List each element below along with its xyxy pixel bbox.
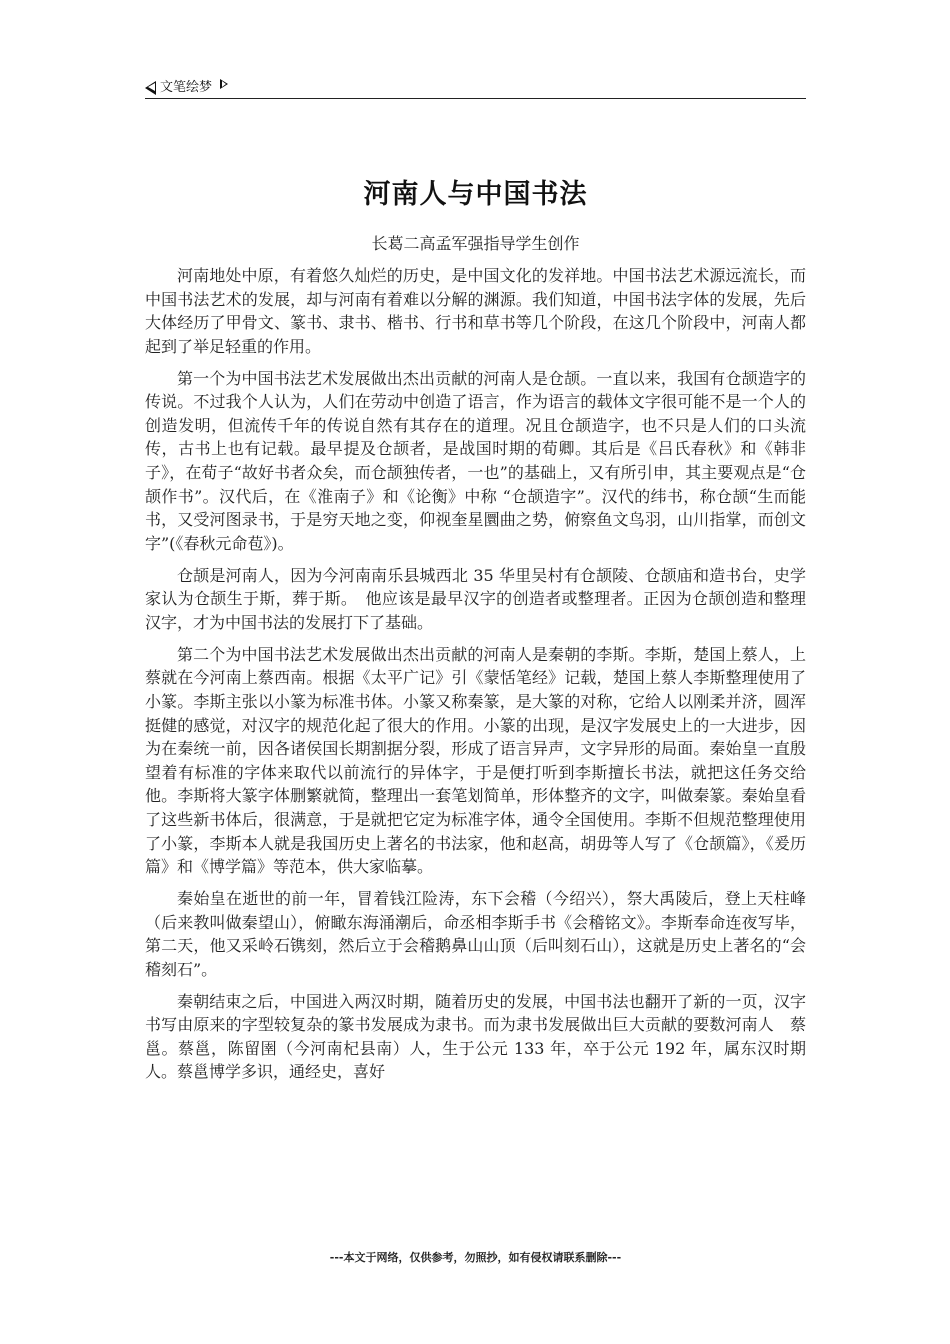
paragraph: 仓颉是河南人，因为今河南南乐县城西北 35 华里吴村有仓颉陵、仓颉庙和造书台，史学家认为仓颉生于斯，葬于斯。 他应该是最早汉字的创造者或整理者。正因为仓颉创造和整理汉字，才为中国书法的发展打下了基础。 — [145, 565, 806, 632]
paragraph: 河南地处中原，有着悠久灿烂的历史，是中国文化的发祥地。中国书法艺术源远流长，而中国书法艺术的发展，却与河南有着难以分解的渊源。我们知道，中国书法字体的发展，先后大体经历了甲骨文、篆书、隶书、楷书、行书和草书等几个阶段，在这几个阶段中，河南人都起到了举足轻重的作用。 — [145, 266, 806, 356]
page-header — [145, 74, 806, 99]
paragraph: 秦始皇在逝世的前一年，冒着钱江险涛，东下会稽（今绍兴），祭大禹陵后，登上天柱峰（后来教叫做秦望山），俯瞰东海涌潮后，命丞相李斯手书《会稽铭文》。李斯奉命连夜写毕，第二天，他又采岭石镌刻，然后立于会稽鹅鼻山山顶（后叫刻石山），这就是历史上著名的“会稽刻石”。 — [145, 889, 806, 979]
triangle-right-icon — [220, 79, 228, 89]
header-label: 文笔绘梦 — [160, 80, 213, 95]
document-body — [145, 264, 806, 1092]
paragraph: 第一个为中国书法艺术发展做出杰出贡献的河南人是仓颉。一直以来，我国有仓颉造字的传说。不过我个人认为，人们在劳动中创造了语言，作为语言的载体文字很可能不是一个人的创造发明，但流传千年的传说自然有其存在的道理。况且仓颉造字，也不只是人们的口头流传，古书上也有记载。最早提及仓颉者，是战国时期的荀卿。其后是《吕氏春秋》和《韩非子》，在荀子“故好书者众矣，而仓颉独传者，一也”的基础上，又有所引申，其主要观点是“仓颉作书”。汉代后，在《淮南子》和《论衡》中称 “仓颉造字”。汉代的纬书，称仓颉“生而能书，又受河图录书，于是穷天地之变，仰视奎星圜曲之势，俯察鱼文鸟羽，山川指掌，而创文字”(《春秋元命苞》)。 — [145, 368, 806, 553]
paragraph: 第二个为中国书法艺术发展做出杰出贡献的河南人是秦朝的李斯。李斯，楚国上蔡人，上蔡就在今河南上蔡西南。根据《太平广记》引《蒙恬笔经》记载，楚国上蔡人李斯整理使用了小篆。李斯主张以小篆为标准书体。小篆又称秦篆，是大篆的对称，它给人以刚柔并济，圆浑挺健的感觉，对汉字的规范化起了很大的作用。小篆的出现，是汉字发展史上的一大进步，因为在秦统一前，因各诸侯国长期割据分裂，形成了语言异声，文字异形的局面。秦始皇一直殷望着有标准的字体来取代以前流行的异体字，于是便打听到李斯擅长书法，就把这任务交给他。李斯将大篆字体删繁就简，整理出一套笔划简单，形体整齐的文字，叫做秦篆。秦始皇看了这些新书体后，很满意，于是就把它定为标准字体，通令全国使用。李斯不但规范整理使用了小篆，李斯本人就是我国历史上著名的书法家，他和赵高，胡毋等人写了《仓颉篇》，《爰历篇》和《博学篇》等范本，供大家临摹。 — [145, 644, 806, 877]
document-subtitle: 长葛二高孟军强指导学生创作 — [371, 234, 580, 253]
triangle-left-icon — [145, 81, 156, 95]
header-label-group — [145, 76, 228, 95]
paragraph: 秦朝结束之后，中国进入两汉时期，随着历史的发展，中国书法也翻开了新的一页，汉字书写由原来的字型较复杂的篆书发展成为隶书。而为隶书发展做出巨大贡献的要数河南人 蔡邕。蔡邕，陈留圉（今河南杞县南）人，生于公元 133 年，卒于公元 192 年，属东汉时期人。蔡邕博学多识，通经史，喜好 — [145, 991, 806, 1082]
page-footer-disclaimer: ---本文于网络，仅供参考，勿照抄，如有侵权请联系删除--- — [329, 1251, 622, 1264]
document-title: 河南人与中国书法 — [363, 179, 588, 210]
